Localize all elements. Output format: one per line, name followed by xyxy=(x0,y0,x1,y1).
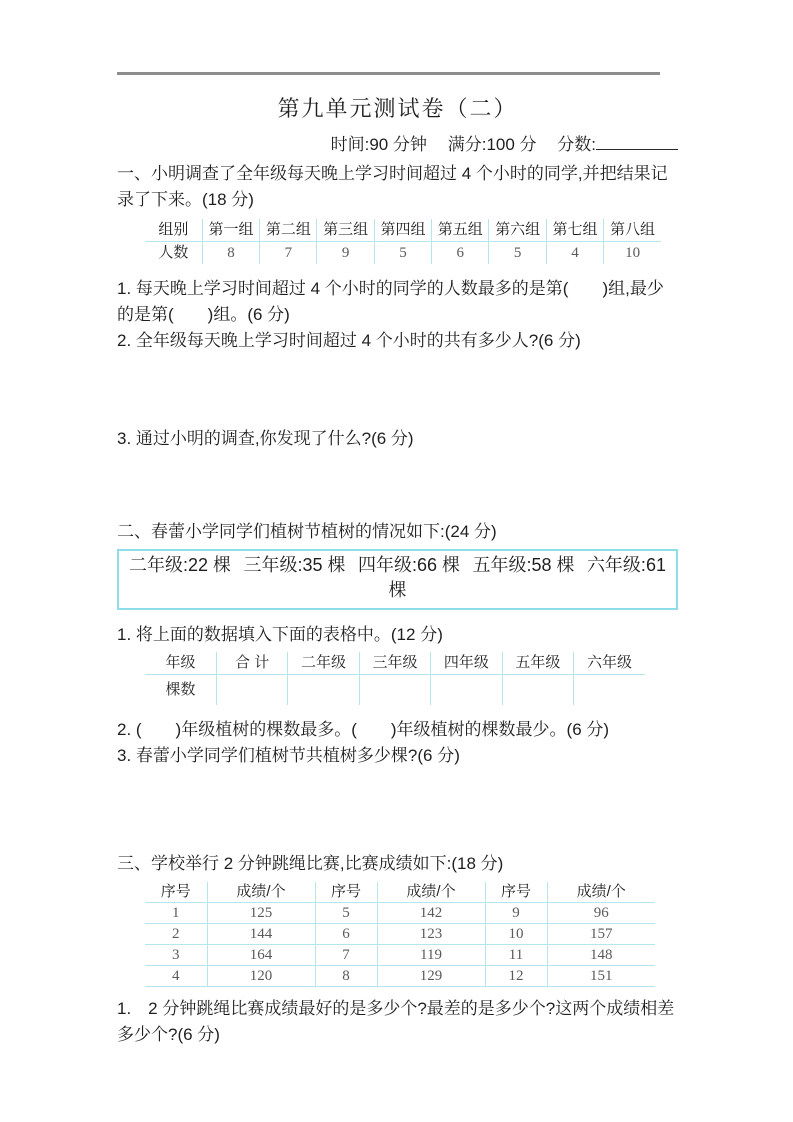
table-cell: 5 xyxy=(374,242,431,265)
table-cell: 序号 xyxy=(145,882,207,903)
table-cell: 年级 xyxy=(145,652,216,675)
table-cell: 第八组 xyxy=(604,219,661,242)
table-cell: 六年级 xyxy=(574,652,645,675)
table-cell: 10 xyxy=(604,242,661,265)
table-row xyxy=(145,924,655,945)
table-cell: 二年级 xyxy=(288,652,359,675)
top-divider xyxy=(117,72,660,75)
tree-table xyxy=(145,652,645,705)
table-row xyxy=(145,675,645,706)
full-score-label: 满分:100 分 xyxy=(447,135,537,154)
table-cell: 人数 xyxy=(158,244,189,261)
table-cell: 第四组 xyxy=(374,219,431,242)
question-2-3: 3. 春蕾小学同学们植树节共植树多少棵?(6 分) xyxy=(117,746,460,765)
table-cell: 成绩/个 xyxy=(547,882,655,903)
table-cell: 96 xyxy=(547,903,655,924)
table-cell: 123 xyxy=(377,924,485,945)
table-cell: 成绩/个 xyxy=(377,882,485,903)
table-cell: 序号 xyxy=(315,882,377,903)
table-cell: 6 xyxy=(315,924,377,945)
table-cell: 棵数 xyxy=(165,681,196,698)
section-one-heading: 一、小明调查了全年级每天晚上学习时间超过 4 个小时的同学,并把结果记录了下来。(18 分) xyxy=(117,164,668,209)
table-cell: 11 xyxy=(485,945,547,966)
table-cell: 164 xyxy=(207,945,315,966)
table-cell: 组别 xyxy=(145,219,202,242)
score-blank-line xyxy=(596,131,678,150)
table-cell xyxy=(574,675,645,706)
tree-data-item: 四年级:66 棵 xyxy=(357,555,460,575)
table-cell: 148 xyxy=(547,945,655,966)
table-cell: 第二组 xyxy=(260,219,317,242)
table-cell: 8 xyxy=(315,966,377,987)
table-row xyxy=(145,219,661,242)
question-1-1: 1. 每天晚上学习时间超过 4 个小时的同学的人数最多的是第( )组,最少的是第( )组。(6 分) xyxy=(117,279,664,324)
table-cell: 五年级 xyxy=(502,652,573,675)
table-cell: 151 xyxy=(547,966,655,987)
tree-data-item: 三年级:35 棵 xyxy=(243,555,346,575)
score-label: 分数: xyxy=(557,135,596,154)
table-row xyxy=(145,242,661,265)
table-cell: 第一组 xyxy=(202,219,259,242)
question-1-2: 2. 全年级每天晚上学习时间超过 4 个小时的共有多少人?(6 分) xyxy=(117,331,581,350)
tree-data-item: 五年级:58 棵 xyxy=(472,555,575,575)
table-cell: 序号 xyxy=(485,882,547,903)
rope-skipping-table xyxy=(145,882,655,987)
tree-data-item: 六年级:61 xyxy=(586,555,666,575)
page-title: 第九单元测试卷（二） xyxy=(277,96,518,121)
table-row xyxy=(145,652,645,675)
table-cell: 四年级 xyxy=(431,652,502,675)
table-cell: 4 xyxy=(145,966,207,987)
table-cell: 120 xyxy=(207,966,315,987)
table-cell: 5 xyxy=(489,242,546,265)
table-cell xyxy=(431,675,502,706)
table-cell: 144 xyxy=(207,924,315,945)
exam-meta xyxy=(117,130,678,155)
table-cell: 10 xyxy=(485,924,547,945)
table-cell: 8 xyxy=(202,242,259,265)
section-three-heading: 三、学校举行 2 分钟跳绳比赛,比赛成绩如下:(18 分) xyxy=(117,854,504,873)
study-time-table xyxy=(145,219,661,264)
table-cell: 7 xyxy=(260,242,317,265)
table-cell: 三年级 xyxy=(359,652,430,675)
table-cell: 第七组 xyxy=(546,219,603,242)
table-cell: 第三组 xyxy=(317,219,374,242)
table-cell: 第五组 xyxy=(432,219,489,242)
table-row xyxy=(145,945,655,966)
table-cell: 6 xyxy=(432,242,489,265)
tree-data-box xyxy=(117,549,678,610)
table-cell: 成绩/个 xyxy=(207,882,315,903)
table-cell: 7 xyxy=(315,945,377,966)
table-cell: 5 xyxy=(315,903,377,924)
table-cell: 4 xyxy=(546,242,603,265)
table-cell: 125 xyxy=(207,903,315,924)
question-3-1: 1. 2 分钟跳绳比赛成绩最好的是多少个?最差的是多少个?这两个成绩相差多少个?(6 分) xyxy=(117,999,675,1044)
table-row xyxy=(145,882,655,903)
table-cell: 2 xyxy=(145,924,207,945)
tree-data-wrap: 棵 xyxy=(388,580,407,600)
section-two-heading: 二、春蕾小学同学们植树节植树的情况如下:(24 分) xyxy=(117,522,497,541)
table-cell: 129 xyxy=(377,966,485,987)
table-cell xyxy=(288,675,359,706)
question-2-2: 2. ( )年级植树的棵数最多。( )年级植树的棵数最少。(6 分) xyxy=(117,720,610,739)
table-cell: 1 xyxy=(145,903,207,924)
table-cell: 142 xyxy=(377,903,485,924)
table-cell: 12 xyxy=(485,966,547,987)
table-cell xyxy=(502,675,573,706)
table-cell xyxy=(359,675,430,706)
table-cell: 第六组 xyxy=(489,219,546,242)
table-row xyxy=(145,903,655,924)
question-1-3: 3. 通过小明的调查,你发现了什么?(6 分) xyxy=(117,429,414,448)
tree-data-item: 二年级:22 棵 xyxy=(129,555,232,575)
table-cell xyxy=(216,675,287,706)
table-row xyxy=(145,966,655,987)
table-cell: 157 xyxy=(547,924,655,945)
table-cell: 合 计 xyxy=(216,652,287,675)
table-cell: 9 xyxy=(485,903,547,924)
table-cell: 3 xyxy=(145,945,207,966)
time-label: 时间:90 分钟 xyxy=(330,135,427,154)
table-cell: 9 xyxy=(317,242,374,265)
table-cell: 119 xyxy=(377,945,485,966)
question-2-1: 1. 将上面的数据填入下面的表格中。(12 分) xyxy=(117,625,443,644)
